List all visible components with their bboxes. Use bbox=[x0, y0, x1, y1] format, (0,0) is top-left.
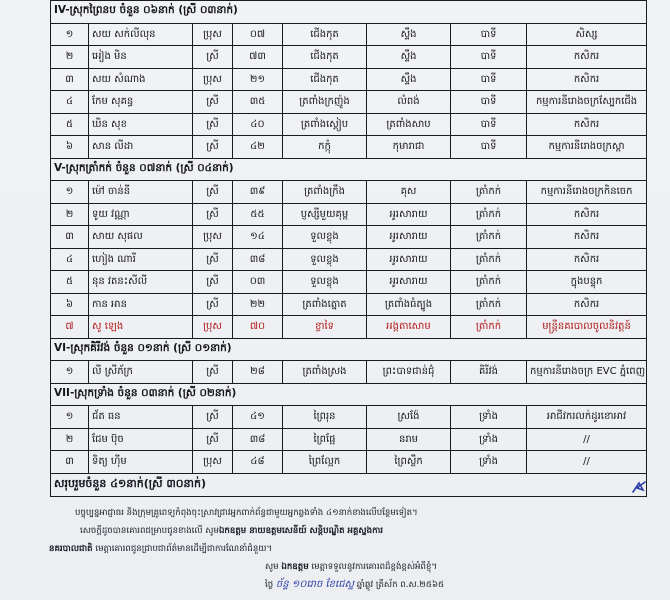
table-row bbox=[51, 136, 647, 159]
name-cell: លី ស្រីភ័ក្រ bbox=[89, 361, 193, 384]
age-cell: ២៨ bbox=[233, 361, 283, 384]
occupation-cell: កសិករ bbox=[527, 113, 647, 136]
district-cell: បាទី bbox=[451, 113, 527, 136]
village-cell: ទួលខ្លុង bbox=[283, 226, 367, 249]
name-cell: ជ័ត ធន bbox=[89, 406, 193, 429]
age-cell: ១៤ bbox=[233, 226, 283, 249]
footer-text: មេត្តាគោរពជូនជ្រាបជាព័ត៌មានដើម្បីជាការណែនាំជំនួយ។ bbox=[92, 544, 273, 554]
occupation-cell: កម្មការនីរោងចក្រស្ពា bbox=[527, 136, 647, 159]
village-cell: ប្ញស្សីមួយគុម្ព bbox=[283, 203, 367, 226]
table-row bbox=[51, 181, 647, 204]
age-cell: ៤១ bbox=[233, 406, 283, 429]
district-cell: ត្រាំកក់ bbox=[451, 271, 527, 294]
occupation-cell: កម្មការនីរោងចក្រកិនចេក bbox=[527, 181, 647, 204]
village-cell: ត្រពាំងស្គៀប bbox=[283, 113, 367, 136]
name-cell: សយ សំណាង bbox=[89, 68, 193, 91]
district-cell: ទ្រាំង bbox=[451, 428, 527, 451]
district-cell: ត្រាំកក់ bbox=[451, 293, 527, 316]
district-cell: ទ្រាំង bbox=[451, 406, 527, 429]
row-number: ១ bbox=[51, 181, 89, 204]
sex-cell: ស្រី bbox=[193, 136, 233, 159]
village-cell: ត្រពាំងក្រញ៉ូង bbox=[283, 91, 367, 114]
name-cell: នុន វតនះសីលី bbox=[89, 271, 193, 294]
table-row bbox=[51, 361, 647, 384]
date-handwritten: ច័ន្ទ ១០រោច ខែជេស្ឋ bbox=[275, 579, 355, 590]
footer-paragraph-2 bbox=[75, 522, 635, 540]
row-number: ៧ bbox=[51, 316, 89, 339]
sex-cell: ប្រុស bbox=[193, 23, 233, 46]
commune-cell: ស្ទឹង bbox=[367, 23, 451, 46]
table-row bbox=[51, 46, 647, 69]
commune-cell: ស្ទឹង bbox=[367, 68, 451, 91]
occupation-cell: កម្មការនីរោងចក្រស្បែកជើង bbox=[527, 91, 647, 114]
commune-cell: អូរសារាយ bbox=[367, 271, 451, 294]
occupation-cell: កសិករ bbox=[527, 46, 647, 69]
age-cell: ៧០ bbox=[233, 316, 283, 339]
age-cell: ៣៨ bbox=[233, 248, 283, 271]
occupation-cell: // bbox=[527, 451, 647, 474]
age-cell: ៧៣ bbox=[233, 46, 283, 69]
row-number: ២ bbox=[51, 203, 89, 226]
row-number: ៥ bbox=[51, 113, 89, 136]
footer-paragraph-3 bbox=[49, 540, 635, 558]
age-cell: ៤៨ bbox=[233, 451, 283, 474]
sex-cell: ប្រុស bbox=[193, 316, 233, 339]
commune-cell: នរាម bbox=[367, 428, 451, 451]
village-cell: ព្រៃល្អែក bbox=[283, 451, 367, 474]
name-cell: ហៀង ណារី bbox=[89, 248, 193, 271]
row-number: ៥ bbox=[51, 271, 89, 294]
occupation-cell: កសិករ bbox=[527, 203, 647, 226]
total-row bbox=[51, 473, 647, 496]
table-row bbox=[51, 226, 647, 249]
table-row bbox=[51, 271, 647, 294]
table-row bbox=[51, 316, 647, 339]
occupation-cell: កសិករ bbox=[527, 226, 647, 249]
commune-cell: ព្រះបាទជាន់ជុំ bbox=[367, 361, 451, 384]
village-cell: កក្កុំ bbox=[283, 136, 367, 159]
section-header-row bbox=[51, 1, 647, 24]
footer-closing bbox=[75, 558, 635, 576]
name-cell: ម៉ៅ ចាន់នី bbox=[89, 181, 193, 204]
commune-cell: កុមារាជា bbox=[367, 136, 451, 159]
name-cell: ទូយ វណ្ណា bbox=[89, 203, 193, 226]
addressee-title: ឯកឧត្តម នាយឧត្តមសេនីយ៍ សន្តិបណ្ឌិត អគ្គស្នងការ bbox=[218, 526, 383, 536]
commune-cell: អូរសារាយ bbox=[367, 226, 451, 249]
commune-cell: ត្រពាំងធំត្បូង bbox=[367, 293, 451, 316]
village-cell: ជើងកុត bbox=[283, 46, 367, 69]
age-cell: ០៧ bbox=[233, 23, 283, 46]
name-cell: ឃិន សុខ bbox=[89, 113, 193, 136]
occupation-cell: កម្មការនីរោងចក្រ EVC ភ្នំពេញ bbox=[527, 361, 647, 384]
patients-table bbox=[50, 0, 647, 497]
sex-cell: ស្រី bbox=[193, 181, 233, 204]
table-row bbox=[51, 428, 647, 451]
sex-cell: ស្រី bbox=[193, 271, 233, 294]
row-number: ៤ bbox=[51, 91, 89, 114]
row-number: ៣ bbox=[51, 68, 89, 91]
table-row bbox=[51, 68, 647, 91]
section-header-row bbox=[51, 338, 647, 361]
table-row bbox=[51, 91, 647, 114]
row-number: ១ bbox=[51, 23, 89, 46]
table-row bbox=[51, 451, 647, 474]
row-number: ៣ bbox=[51, 451, 89, 474]
section-header: VI-ស្រុកគិរីវង់ ចំនួន ០១នាក់ (ស្រី ០១នាក់) bbox=[51, 338, 647, 361]
sex-cell: ស្រី bbox=[193, 293, 233, 316]
name-cell: កាន អាន bbox=[89, 293, 193, 316]
occupation-cell: អាជីវករលក់ដូរខោអាវ bbox=[527, 406, 647, 429]
district-cell: ត្រាំកក់ bbox=[451, 181, 527, 204]
occupation-cell: មន្ត្រីនគរបាលចូលនិវត្តន៍ bbox=[527, 316, 647, 339]
age-cell: ៤២ bbox=[233, 136, 283, 159]
commune-cell: អូរសារាយ bbox=[367, 203, 451, 226]
village-cell: ជើងកុត bbox=[283, 68, 367, 91]
occupation-cell: ក្នុងបន្ទុក bbox=[527, 271, 647, 294]
row-number: ២ bbox=[51, 428, 89, 451]
footer-text: សេចក្តីដូចបានគោរពជម្រាបជូនខាងលើ សូម bbox=[80, 526, 219, 536]
row-number: ១ bbox=[51, 361, 89, 384]
date-prefix: ថ្ងៃ bbox=[265, 580, 274, 590]
table-row bbox=[51, 23, 647, 46]
district-cell: ត្រាំកក់ bbox=[451, 203, 527, 226]
district-cell: គិរីវង់ bbox=[451, 361, 527, 384]
age-cell: ៣៩ bbox=[233, 181, 283, 204]
village-cell: ត្រពាំងត្នោត bbox=[283, 293, 367, 316]
age-cell: ២១ bbox=[233, 68, 283, 91]
name-cell: សយ សក់លីលុន bbox=[89, 23, 193, 46]
sex-cell: ស្រី bbox=[193, 46, 233, 69]
district-cell: ត្រាំកក់ bbox=[451, 316, 527, 339]
date-suffix: ឆ្នាំឆ្លូវ ត្រីស័ក ព.ស.២៥៦៥ bbox=[356, 580, 445, 590]
village-cell: ត្រពាំងស្រង bbox=[283, 361, 367, 384]
footer-text: មេត្តាទទួលនូវការគោរពដ៏ខ្ពង់ខ្ពស់អំពីខ្ញុំ។ bbox=[308, 562, 438, 572]
row-number: ៦ bbox=[51, 136, 89, 159]
village-cell: ទួលខ្លុង bbox=[283, 248, 367, 271]
district-cell: បាទី bbox=[451, 91, 527, 114]
age-cell: ៣៥ bbox=[233, 91, 283, 114]
commune-cell: អង្គតាសោម bbox=[367, 316, 451, 339]
sex-cell: ស្រី bbox=[193, 91, 233, 114]
commune-cell: ត្រពាំងសាប bbox=[367, 113, 451, 136]
village-cell: ខ្លាទៃ bbox=[283, 316, 367, 339]
sex-cell: ប្រុស bbox=[193, 226, 233, 249]
letter-footer bbox=[49, 504, 635, 594]
occupation-cell: // bbox=[527, 428, 647, 451]
sex-cell: ប្រុស bbox=[193, 451, 233, 474]
sex-cell: ស្រី bbox=[193, 113, 233, 136]
pen-mark-icon bbox=[631, 480, 647, 494]
sex-cell: ស្រី bbox=[193, 203, 233, 226]
occupation-cell: សិស្ស bbox=[527, 23, 647, 46]
commune-cell: ព្រៃស្លឹក bbox=[367, 451, 451, 474]
addressee-org: នគរបាលជាតិ bbox=[49, 544, 93, 554]
village-cell: ជើងកុត bbox=[283, 23, 367, 46]
addressee-short: ឯកឧត្តម bbox=[281, 562, 309, 572]
district-cell: ត្រាំកក់ bbox=[451, 226, 527, 249]
name-cell: សាន លីដា bbox=[89, 136, 193, 159]
district-cell: ទ្រាំង bbox=[451, 451, 527, 474]
village-cell: ព្រៃផ្អែ bbox=[283, 428, 367, 451]
age-cell: ២២ bbox=[233, 293, 283, 316]
age-cell: ៣៨ bbox=[233, 428, 283, 451]
name-cell: សូ ឡេង bbox=[89, 316, 193, 339]
sex-cell: ស្រី bbox=[193, 428, 233, 451]
village-cell: ព្រៃរុន bbox=[283, 406, 367, 429]
occupation-cell: កសិករ bbox=[527, 293, 647, 316]
total-cell: សរុបរួមចំនួន ៤១នាក់(ស្រី ៣០នាក់) bbox=[51, 473, 647, 496]
commune-cell: អូរសារាយ bbox=[367, 248, 451, 271]
commune-cell: ស្រង៉ែ bbox=[367, 406, 451, 429]
village-cell: ទួលខ្លុង bbox=[283, 271, 367, 294]
section-header: IV-ស្រុកព្រៃនប ចំនួន ០៦នាក់ (ស្រី ០៣នាក់) bbox=[51, 1, 647, 24]
footer-text: សូម bbox=[265, 562, 282, 572]
district-cell: បាទី bbox=[451, 136, 527, 159]
table-row bbox=[51, 293, 647, 316]
age-cell: ៥៥ bbox=[233, 203, 283, 226]
row-number: ៤ bbox=[51, 248, 89, 271]
age-cell: ០៣ bbox=[233, 271, 283, 294]
sex-cell: ស្រី bbox=[193, 248, 233, 271]
sex-cell: ស្រី bbox=[193, 406, 233, 429]
row-number: ៣ bbox=[51, 226, 89, 249]
section-header: VII-ស្រុកទ្រាំង ចំនួន ០៣នាក់ (ស្រី ០២នាក់) bbox=[51, 383, 647, 406]
footer-paragraph-1: បច្ចុប្បន្នអាជ្ញាធរ និងក្រុមគ្រូពេទ្យកំពុងចុះស្រាវជ្រាវអ្នកពាក់ព័ន្ធជាមួយអ្នកឆ្លងទាំង ៤១នាក់ខាងលើបន្ថែមទៀត។ bbox=[75, 508, 418, 518]
name-cell: អៀង មិន bbox=[89, 46, 193, 69]
name-cell: សាយ សុផល bbox=[89, 226, 193, 249]
row-number: ១ bbox=[51, 406, 89, 429]
sex-cell: ស្រី bbox=[193, 361, 233, 384]
occupation-cell: កសិករ bbox=[527, 248, 647, 271]
section-header-row bbox=[51, 158, 647, 181]
row-number: ២ bbox=[51, 46, 89, 69]
name-cell: ជែម ប៊ុច bbox=[89, 428, 193, 451]
village-cell: ត្រពាំងក្រឹង bbox=[283, 181, 367, 204]
occupation-cell: កសិករ bbox=[527, 68, 647, 91]
commune-cell: លំពង់ bbox=[367, 91, 451, 114]
district-cell: បាទី bbox=[451, 46, 527, 69]
commune-cell: គុស bbox=[367, 181, 451, 204]
section-header-row bbox=[51, 383, 647, 406]
name-cell: ទិត្យ ហ៊ីម bbox=[89, 451, 193, 474]
table-body bbox=[51, 1, 647, 497]
district-cell: បាទី bbox=[451, 68, 527, 91]
age-cell: ៤០ bbox=[233, 113, 283, 136]
section-header: V-ស្រុកត្រាំកក់ ចំនួន ០៧នាក់ (ស្រី ០៤នាក់) bbox=[51, 158, 647, 181]
district-cell: បាទី bbox=[451, 23, 527, 46]
table-row bbox=[51, 248, 647, 271]
table-row bbox=[51, 203, 647, 226]
commune-cell: ស្ទឹង bbox=[367, 46, 451, 69]
table-row bbox=[51, 406, 647, 429]
row-number: ៦ bbox=[51, 293, 89, 316]
table-row bbox=[51, 113, 647, 136]
district-cell: ត្រាំកក់ bbox=[451, 248, 527, 271]
date-line bbox=[75, 576, 635, 594]
sex-cell: ប្រុស bbox=[193, 68, 233, 91]
name-cell: កែម សុគន្ធ bbox=[89, 91, 193, 114]
